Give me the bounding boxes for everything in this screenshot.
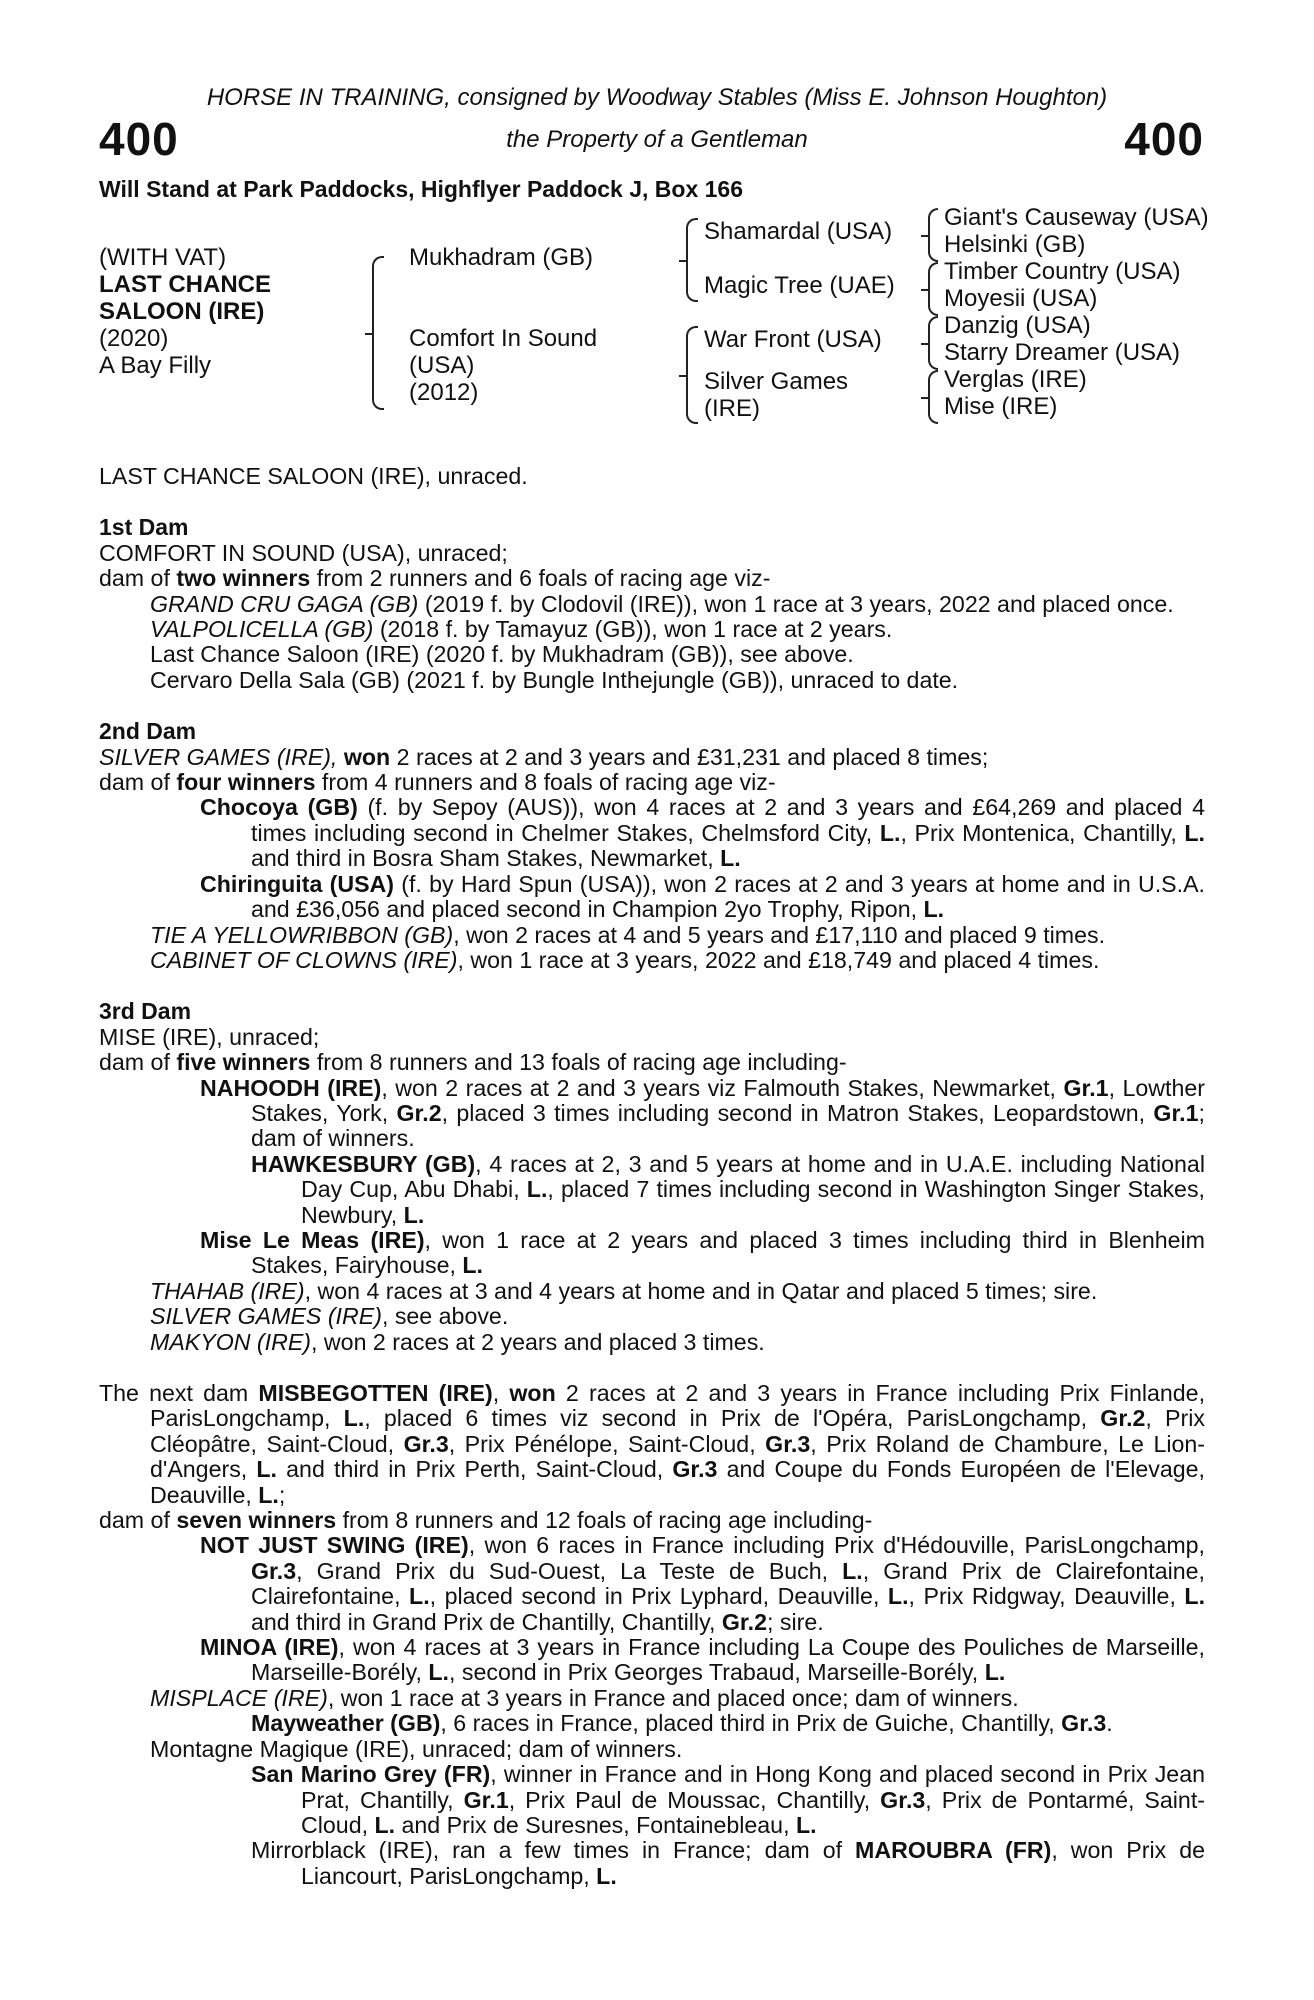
text-run: . [1106, 1710, 1113, 1737]
text-run: L. [923, 896, 945, 923]
produce-entry: Last Chance Saloon (IRE) (2020 f. by Mukhadram (GB)), see above. [150, 641, 854, 668]
dam-line2: (USA) [409, 352, 475, 379]
produce-entry: Cervaro Della Sala (GB) (2021 f. by Bungle Inthejungle (GB)), unraced to date. [150, 666, 959, 693]
text-run: and Coupe du Fonds Européen de l'Elevage, Deauville, [150, 1456, 1205, 1508]
horse-description: A Bay Filly [99, 352, 212, 379]
third-dam-produce-summary [99, 1050, 1205, 1075]
text-run: four winners [176, 769, 316, 796]
text-run: Gr.1 [1153, 1099, 1199, 1126]
text-run: seven winners [176, 1507, 337, 1534]
produce-entry [99, 795, 1205, 871]
text-run: , Grand Prix du Sud-Ouest, La Teste de Buch, [296, 1557, 843, 1584]
text-run: MAROUBRA (FR) [855, 1837, 1052, 1864]
text-run: from 8 runners and 12 foals of racing age including- [336, 1507, 873, 1534]
brace-g3 [928, 316, 938, 370]
great-granddam-3: Starry Dreamer (USA) [944, 339, 1181, 366]
text-run: , winner in France and in Hong Kong and placed second in Prix Jean Prat, Chantilly, [301, 1761, 1205, 1813]
text-run: two winners [176, 565, 311, 592]
section-second-dam [99, 719, 1205, 973]
sire-sire: Shamardal (USA) [704, 218, 893, 245]
brace-parents [372, 256, 384, 410]
text-run: and Prix de Suresnes, Fontainebleau, [395, 1811, 796, 1838]
produce-entry [99, 948, 1205, 973]
produce-entry [99, 1686, 1205, 1711]
section-next-dam [99, 1381, 1205, 1889]
text-run: L. [984, 1659, 1006, 1686]
produce-entry [99, 592, 1205, 617]
text-run: from 4 runners and 8 foals of racing age viz- [315, 769, 776, 796]
text-run: Gr.1 [1063, 1074, 1109, 1101]
produce-entry [99, 1228, 1205, 1279]
text-run: , placed 6 times viz second in Prix de l'Opéra, ParisLongchamp, [364, 1405, 1101, 1432]
text-run: , won 2 races at 4 and 5 years and £17,110 and placed 9 times. [453, 921, 1106, 948]
text-run: Gr.3 [251, 1557, 297, 1584]
text-run: from 2 runners and 6 foals of racing age viz- [310, 565, 771, 592]
text-run: ; sire. [766, 1608, 824, 1635]
text-run: , placed second in Prix Lyphard, Deauville, [429, 1583, 888, 1610]
brace-g1 [928, 208, 938, 262]
grandproduce-entry [99, 1838, 1205, 1889]
produce-entry [99, 1330, 1205, 1355]
text-run: (f. by Hard Spun (USA)), won 2 races at 2 and 3 years at home and in U.S.A. and £36,056 and placed second in Champion 2yo Trophy, Ripon, [251, 870, 1205, 923]
text-run: , won 2 races at 2 and 3 years viz Falmouth Stakes, Newmarket, [381, 1074, 1064, 1101]
text-run: Mise Le Meas (IRE) [200, 1226, 425, 1253]
text-run: Gr.2 [1100, 1405, 1146, 1432]
next-dam-produce-summary [99, 1508, 1205, 1533]
text-run: and third in Prix Perth, Saint-Cloud, [277, 1456, 673, 1483]
property-line: the Property of a Gentleman [506, 126, 808, 153]
produce-entry [99, 617, 1205, 642]
grandproduce-entry [99, 1762, 1205, 1838]
text-run: THAHAB (IRE) [150, 1277, 305, 1304]
text-run: L. [403, 1201, 425, 1228]
intro-line: LAST CHANCE SALOON (IRE), unraced. [99, 463, 528, 489]
great-granddam-1: Helsinki (GB) [944, 231, 1086, 258]
text-run: , won 1 race at 3 years, 2022 and £18,749 and placed 4 times. [457, 946, 1100, 973]
text-run: L. [256, 1456, 277, 1483]
grandproduce-entry [99, 1711, 1205, 1736]
text-run: , Prix Montenica, Chantilly, [900, 819, 1185, 846]
text-run: Gr.2 [396, 1099, 442, 1126]
text-run: , won 1 race at 3 years in France and placed once; dam of winners. [327, 1684, 1019, 1711]
text-run: , Prix Cléopâtre, Saint-Cloud, [150, 1405, 1205, 1457]
dam-dam-line2: (IRE) [704, 395, 760, 422]
text-run: Gr.1 [463, 1786, 509, 1813]
next-dam-line [99, 1381, 1205, 1508]
text-run: MAKYON (IRE) [150, 1328, 312, 1355]
produce-entry [99, 1279, 1205, 1304]
text-run: 2 races at 2 and 3 years and £31,231 and placed 8 times; [390, 743, 989, 770]
lot-number-left: 400 [99, 113, 179, 165]
text-run: won [509, 1380, 556, 1406]
text-run: Gr.2 [721, 1608, 767, 1635]
dam-dam-line1: Silver Games [704, 368, 849, 395]
text-run: Gr.3 [1061, 1710, 1107, 1737]
great-grandsire-2: Timber Country (USA) [944, 258, 1181, 285]
stand-location: Will Stand at Park Paddocks, Highflyer Paddock J, Box 166 [99, 176, 743, 202]
text-run: Gr.3 [765, 1430, 811, 1457]
text-run: , won 1 race at 2 years and placed 3 times including third in Blenheim Stakes, Fairyhouse, [251, 1226, 1205, 1279]
text-run: , won 4 races at 3 years in France including La Coupe des Pouliches de Marseille, Marseille-Borély, [251, 1634, 1205, 1686]
dam-line3: (2012) [409, 379, 479, 406]
text-run: dam of [99, 1507, 177, 1534]
produce-entry [99, 1304, 1205, 1329]
text-run: L. [409, 1583, 430, 1610]
text-run: San Marino Grey (FR) [251, 1761, 491, 1788]
great-grandsire-1: Giant's Causeway (USA) [944, 204, 1209, 231]
first-dam-produce-summary [99, 566, 1205, 591]
text-run: L. [887, 1583, 909, 1610]
text-run: L. [879, 819, 901, 846]
text-run: , won Prix de Liancourt, ParisLongchamp, [301, 1837, 1205, 1889]
text-run: L. [720, 845, 741, 872]
text-run: and third in Bosra Sham Stakes, Newmarket, [251, 845, 721, 872]
great-grandsire-4: Verglas (IRE) [944, 366, 1087, 393]
text-run: Chocoya (GB) [200, 794, 358, 821]
great-grandsire-3: Danzig (USA) [944, 312, 1091, 339]
text-run: Gr.3 [880, 1786, 926, 1813]
text-run: ; [278, 1481, 286, 1508]
text-run: GRAND CRU GAGA (GB) [150, 590, 419, 617]
text-run: 2 races at 2 and 3 years in France including Prix Finlande, ParisLongchamp, [150, 1380, 1206, 1432]
text-run: , see above. [381, 1303, 509, 1330]
text-run: NOT JUST SWING (IRE) [200, 1532, 469, 1559]
text-run: , Lowther Stakes, York, [251, 1074, 1205, 1126]
text-run: L. [462, 1252, 483, 1279]
text-run: five winners [176, 1049, 311, 1076]
sire-dam: Magic Tree (UAE) [704, 272, 895, 299]
text-run: , placed 7 times including second in Washington Singer Stakes, Newbury, [301, 1176, 1205, 1228]
horse-info [99, 244, 271, 379]
text-run: MINOA (IRE) [200, 1634, 339, 1661]
text-run: NAHOODH (IRE) [200, 1074, 382, 1101]
produce-entry: Montagne Magique (IRE), unraced; dam of winners. [150, 1735, 683, 1762]
third-dam-line: MISE (IRE), unraced; [99, 1023, 320, 1050]
dam-sire: War Front (USA) [704, 326, 882, 353]
brace-sire-line [686, 218, 698, 302]
text-run: MISBEGOTTEN (IRE) [258, 1380, 493, 1406]
great-granddam-4: Mise (IRE) [944, 393, 1058, 420]
text-run: TIE A YELLOWRIBBON (GB) [150, 921, 454, 948]
text-run: from 8 runners and 13 foals of racing age including- [310, 1049, 847, 1076]
text-run: L. [258, 1481, 279, 1508]
text-run: L. [428, 1659, 449, 1686]
great-granddam-2: Moyesii (USA) [944, 285, 1098, 312]
text-run: The next dam [99, 1380, 259, 1406]
text-run: Mirrorblack (IRE), ran a few times in France; dam of [251, 1837, 856, 1864]
text-run: dam of [99, 1049, 177, 1076]
text-run: L. [374, 1811, 396, 1838]
first-dam-line: COMFORT IN SOUND (USA), unraced; [99, 539, 508, 566]
text-run: (f. by Sepoy (AUS)), won 4 races at 2 and 3 years and £64,269 and placed 4 times including second in Chelmer Stakes, Chelmsford City, [251, 794, 1205, 846]
brace-dam-line [686, 326, 698, 424]
produce-entry [99, 1635, 1205, 1686]
text-run: , won 6 races in France including Prix d'Hédouville, ParisLongchamp, [468, 1532, 1205, 1559]
second-dam-produce-summary [99, 770, 1205, 795]
text-run: MISPLACE (IRE) [150, 1684, 328, 1711]
dam-dam [704, 368, 848, 422]
text-run: L. [343, 1405, 365, 1432]
dam [409, 325, 597, 406]
second-dam-heading: 2nd Dam [99, 718, 197, 745]
text-run: and third in Grand Prix de Chantilly, Chantilly, [251, 1608, 722, 1635]
horse-name-line2: SALOON (IRE) [99, 298, 265, 325]
text-run: L. [526, 1176, 548, 1203]
produce-entry [99, 872, 1205, 923]
catalogue-body [99, 464, 1205, 1889]
text-run: Gr.3 [403, 1430, 449, 1457]
text-run: , Prix Paul de Moussac, Chantilly, [508, 1786, 881, 1813]
vat-note: (WITH VAT) [99, 244, 227, 271]
text-run: L. [596, 1862, 617, 1889]
text-run: , [492, 1380, 510, 1406]
text-run: HAWKESBURY (GB) [251, 1150, 476, 1177]
dam-line1: Comfort In Sound [409, 325, 598, 352]
text-run: L. [1184, 819, 1205, 846]
text-run: , Prix de Pontarmé, Saint-Cloud, [301, 1786, 1205, 1838]
second-dam-line [99, 745, 1205, 770]
produce-entry [99, 923, 1205, 948]
produce-entry [99, 1076, 1205, 1152]
text-run: , 4 races at 2, 3 and 5 years at home and in U.A.E. including National Day Cup, Abu Dhabi, [301, 1150, 1205, 1203]
text-run: Chiringuita (USA) [200, 870, 395, 897]
produce-entry [99, 1533, 1205, 1635]
third-dam-heading: 3rd Dam [99, 998, 192, 1025]
text-run: won [343, 743, 391, 770]
grandproduce-entry [99, 1152, 1205, 1228]
text-run: , Grand Prix de Clairefontaine, Clairefontaine, [251, 1557, 1205, 1610]
text-run: ; dam of winners. [251, 1099, 1205, 1152]
text-run: (2018 f. by Tamayuz (GB)), won 1 race at 2 years. [373, 616, 893, 643]
section-first-dam [99, 515, 1205, 693]
text-run: Mayweather (GB) [251, 1710, 441, 1737]
text-run: L. [1184, 1583, 1206, 1610]
text-run: , Prix Ridgway, Deauville, [908, 1583, 1185, 1610]
text-run: dam of [99, 769, 177, 796]
text-run: L. [842, 1557, 863, 1584]
text-run: , won 4 races at 3 and 4 years at home and in Qatar and placed 5 times; sire. [304, 1277, 1098, 1304]
text-run: Gr.3 [672, 1456, 718, 1483]
sire: Mukhadram (GB) [409, 244, 594, 271]
text-run: VALPOLICELLA (GB) [150, 616, 374, 643]
text-run: , 6 races in France, placed third in Prix de Guiche, Chantilly, [440, 1710, 1062, 1737]
section-third-dam [99, 999, 1205, 1355]
text-run: L. [795, 1811, 817, 1838]
text-run: CABINET OF CLOWNS (IRE) [150, 946, 458, 973]
brace-g2 [928, 262, 938, 316]
horse-year: (2020) [99, 325, 169, 352]
brace-g4 [928, 370, 938, 424]
lot-number-right: 400 [1124, 113, 1204, 165]
text-run: SILVER GAMES (IRE) [150, 1303, 382, 1330]
horse-name-line1: LAST CHANCE [99, 271, 271, 298]
text-run: dam of [99, 565, 177, 592]
text-run: , second in Prix Georges Trabaud, Marseille-Borély, [449, 1659, 985, 1686]
first-dam-heading: 1st Dam [99, 514, 189, 541]
text-run: (2019 f. by Clodovil (IRE)), won 1 race at 3 years, 2022 and placed once. [418, 590, 1174, 617]
consignment-line: HORSE IN TRAINING, consigned by Woodway Stables (Miss E. Johnson Houghton) [206, 84, 1108, 111]
text-run: , placed 3 times including second in Matron Stakes, Leopardstown, [441, 1099, 1154, 1126]
text-run: , Prix Roland de Chambure, Le Lion-d'Angers, [150, 1430, 1206, 1483]
text-run: , Prix Pénélope, Saint-Cloud, [448, 1430, 766, 1457]
text-run: , won 2 races at 2 years and placed 3 times. [311, 1328, 765, 1355]
text-run: SILVER GAMES (IRE), [99, 743, 344, 770]
